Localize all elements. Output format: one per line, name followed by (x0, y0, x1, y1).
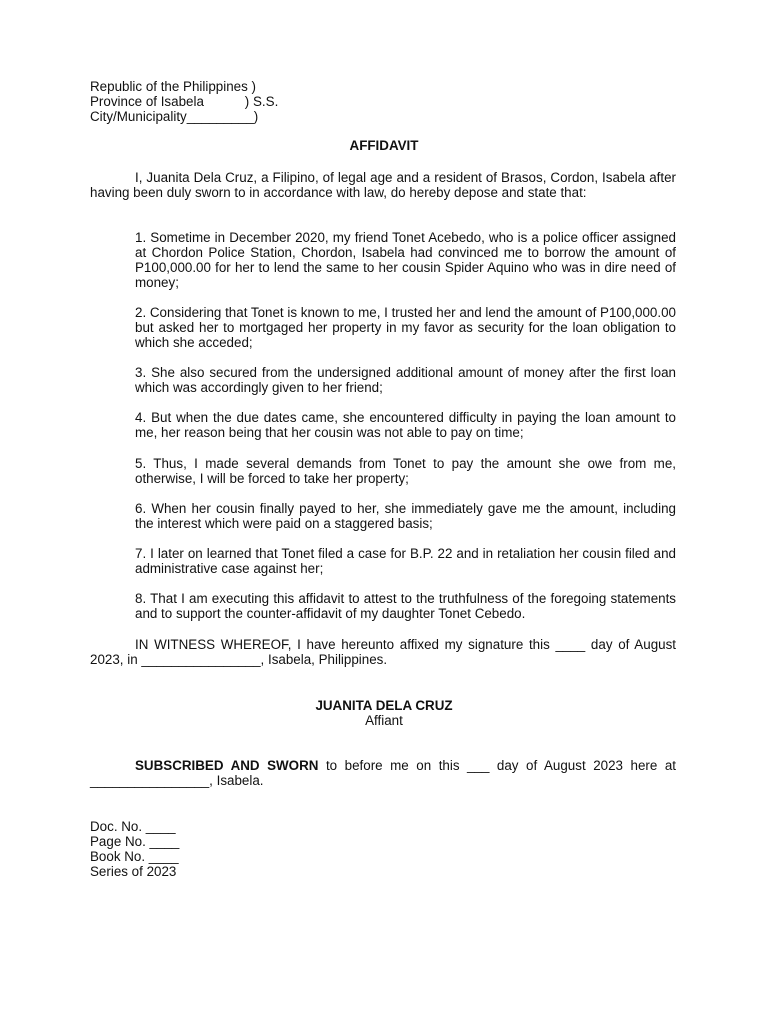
item-7: 7. I later on learned that Tonet filed a case for B.P. 22 and in retaliation her cousin filed and administrative case against her; (135, 546, 676, 576)
item-2: 2. Considering that Tonet is known to me, I trusted her and lend the amount of P100,000.00 but asked her to mortgaged her property in my favor as security for the loan obligation to which she acceded; (135, 305, 676, 350)
item-4: 4. But when the due dates came, she encountered difficulty in paying the loan amount to me, her reason being that her cousin was not able to pay on time; (135, 410, 676, 440)
item-3: 3. She also secured from the undersigned additional amount of money after the first loan which was accordingly given to her friend; (135, 365, 676, 395)
jurat-text: to before me on this ___ day of August 2023 here at ________________, Isabela. (90, 758, 677, 788)
item-8: 8. That I am executing this affidavit to attest to the truthfulness of the foregoing statements and to support the counter-affidavit of my daughter Tonet Cebedo. (135, 591, 676, 621)
affiant-name: JUANITA DELA CRUZ (315, 698, 453, 713)
book-no: Book No. ____ (90, 849, 179, 864)
document-title: AFFIDAVIT (349, 138, 419, 153)
doc-no: Doc. No. ____ (90, 819, 176, 834)
affiant-label: Affiant (365, 713, 403, 728)
jurat-paragraph (90, 758, 676, 788)
item-6: 6. When her cousin finally payed to her, she immediately gave me the amount, including the interest which were paid on a staggered basis; (135, 501, 676, 531)
item-5: 5. Thus, I made several demands from Tonet to pay the amount she owe from me, otherwise, I will be forced to take her property; (135, 456, 676, 486)
header-province: Province of Isabela ) S.S. (90, 94, 279, 109)
page-no: Page No. ____ (90, 834, 180, 849)
witness-paragraph: IN WITNESS WHEREOF, I have hereunto affixed my signature this ____ day of August 2023, in ________________, Isabela, Philippines. (90, 637, 676, 667)
item-1: 1. Sometime in December 2020, my friend Tonet Acebedo, who is a police officer assigned at Chordon Police Station, Chordon, Isabela had convinced me to borrow the amount of P100,000.00 for her to lend the same to her cousin Spider Aquino who was in dire need of money; (135, 230, 676, 290)
header-republic: Republic of the Philippines ) (90, 79, 256, 94)
series: Series of 2023 (90, 864, 177, 879)
intro-paragraph: I, Juanita Dela Cruz, a Filipino, of legal age and a resident of Brasos, Cordon, Isabela after having been duly sworn to in accordance with law, do hereby depose and state that: (90, 170, 676, 200)
header-city: City/Municipality_________) (90, 109, 259, 124)
jurat-bold: SUBSCRIBED AND SWORN (135, 758, 319, 773)
